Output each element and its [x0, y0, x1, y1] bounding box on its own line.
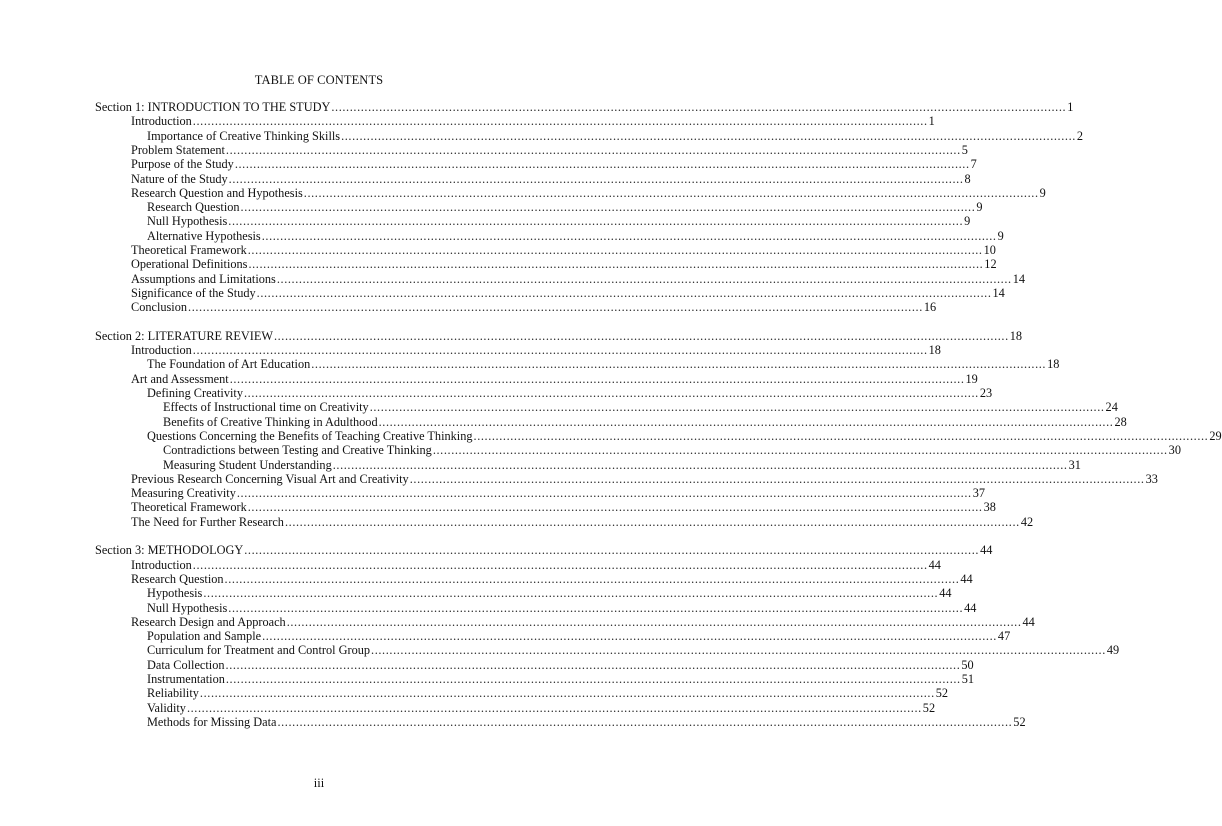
toc-entry [131, 271, 1025, 287]
toc-leader-dots: ........................................................................................................................................................................................................ [331, 100, 1067, 114]
toc-leader-dots: ........................................................................................................................................................................................................ [276, 271, 1012, 286]
toc-entry-label: Contradictions between Testing and Creative Thinking [163, 443, 432, 458]
toc-entry-page: 23 [979, 386, 993, 400]
toc-entry-page: 52 [935, 686, 949, 701]
toc-entry-page: 16 [923, 300, 937, 315]
toc-entry-page: 51 [961, 672, 975, 686]
toc-entry-page: 12 [984, 257, 997, 272]
toc-entry [131, 243, 996, 258]
toc-leader-dots: ........................................................................................................................................................................................................ [247, 243, 983, 257]
toc-leader-dots: ........................................................................................................................................................................................................ [378, 414, 1114, 429]
toc-entry [131, 514, 1034, 530]
toc-entry [131, 500, 996, 515]
toc-leader-dots: ........................................................................................................................................................................................................ [188, 300, 923, 315]
toc-entry [131, 157, 977, 172]
toc-entry-page: 44 [960, 571, 973, 586]
toc-entry-page: 19 [965, 371, 978, 386]
toc-entry-page: 18 [1009, 328, 1023, 343]
page-title: TABLE OF CONTENTS [254, 73, 384, 87]
toc-leader-dots: ........................................................................................................................................................................................................ [256, 285, 992, 300]
toc-leader-dots: ........................................................................................................................................................................................................ [192, 114, 928, 129]
toc-leader-dots: ........................................................................................................................................................................................................ [244, 543, 980, 558]
toc-entry [131, 142, 968, 158]
toc-leader-dots: ........................................................................................................................................................................................................ [240, 200, 976, 215]
toc-leader-dots: ........................................................................................................................................................................................................ [192, 343, 928, 358]
toc-entry-label: Nature of the Study [131, 171, 228, 186]
toc-entry [131, 171, 971, 187]
toc-leader-dots: ........................................................................................................................................................................................................ [225, 672, 961, 686]
toc-leader-dots: ........................................................................................................................................................................................................ [229, 371, 965, 386]
toc-entry-label: Section 3: METHODOLOGY [95, 543, 244, 558]
toc-leader-dots: ........................................................................................................................................................................................................ [369, 400, 1105, 415]
toc-entry-label: Null Hypothesis [147, 600, 228, 615]
toc-entry [147, 228, 1004, 244]
toc-entry [95, 543, 993, 558]
toc-leader-dots: ........................................................................................................................................................................................................ [186, 700, 922, 715]
toc-entry-page: 44 [964, 600, 977, 615]
toc-entry-label: Curriculum for Treatment and Control Group [147, 643, 371, 658]
toc-entry [147, 386, 993, 401]
toc-entry-page: 38 [983, 500, 996, 515]
toc-entry-page: 44 [1022, 614, 1035, 629]
toc-entry-page: 28 [1114, 414, 1127, 429]
toc-entry [147, 128, 1084, 144]
toc-leader-dots: ........................................................................................................................................................................................................ [432, 443, 1168, 458]
toc-leader-dots: ........................................................................................................................................................................................................ [371, 643, 1106, 658]
toc-leader-dots: ........................................................................................................................................................................................................ [236, 486, 972, 501]
toc-leader-dots: ........................................................................................................................................................................................................ [409, 471, 1145, 486]
toc-entry [131, 557, 941, 573]
toc-entry-page: 44 [980, 543, 993, 558]
toc-entry-label: Section 2: LITERATURE REVIEW [95, 328, 273, 343]
toc-entry-label: Alternative Hypothesis [147, 228, 261, 243]
toc-entry [163, 443, 1181, 458]
toc-entry [131, 371, 978, 387]
toc-leader-dots: ........................................................................................................................................................................................................ [192, 557, 928, 572]
toc-entry-label: Problem Statement [131, 142, 225, 157]
toc-entry-label: Operational Definitions [131, 257, 248, 272]
toc-entry-page: 29 [1209, 428, 1222, 443]
toc-entry-label: Measuring Student Understanding [163, 457, 332, 472]
toc-leader-dots: ........................................................................................................................................................................................................ [228, 214, 964, 229]
toc-entry [147, 600, 977, 616]
toc-leader-dots: ........................................................................................................................................................................................................ [247, 500, 983, 515]
toc-entry-page: 44 [928, 557, 941, 572]
toc-entry-label: Research Question [131, 571, 224, 586]
toc-entry [131, 571, 973, 587]
toc-entry-label: Introduction [131, 114, 192, 129]
toc-entry [131, 185, 1046, 201]
toc-entry-page: 8 [964, 171, 971, 186]
toc-entry-label: Null Hypothesis [147, 214, 228, 229]
toc-entry [163, 414, 1127, 430]
toc-entry-label: Assumptions and Limitations [131, 271, 276, 286]
toc-leader-dots: ........................................................................................................................................................................................................ [262, 629, 997, 644]
toc-leader-dots: ........................................................................................................................................................................................................ [473, 428, 1209, 443]
toc-entry-label: Research Design and Approach [131, 614, 286, 629]
toc-leader-dots: ........................................................................................................................................................................................................ [286, 614, 1022, 629]
toc-entry-page: 10 [983, 243, 996, 257]
toc-entry-page: 49 [1106, 643, 1120, 658]
toc-leader-dots: ........................................................................................................................................................................................................ [228, 171, 964, 186]
toc-leader-dots: ........................................................................................................................................................................................................ [273, 328, 1009, 343]
toc-entry-label: Importance of Creative Thinking Skills [147, 128, 341, 143]
toc-leader-dots: ........................................................................................................................................................................................................ [341, 128, 1076, 143]
toc-entry-page: 1 [928, 114, 935, 129]
toc-entry-label: Art and Assessment [131, 371, 229, 386]
toc-entry-page: 50 [961, 657, 974, 672]
toc-entry-label: Data Collection [147, 657, 225, 672]
toc-entry-page: 2 [1076, 128, 1084, 143]
toc-leader-dots: ........................................................................................................................................................................................................ [225, 657, 961, 672]
toc-leader-dots: ........................................................................................................................................................................................................ [303, 185, 1039, 200]
toc-leader-dots: ........................................................................................................................................................................................................ [243, 386, 979, 400]
toc-entry [147, 428, 1222, 444]
toc-entry-label: Questions Concerning the Benefits of Teaching Creative Thinking [147, 428, 473, 443]
toc-entry [147, 200, 983, 215]
toc-entry-page: 30 [1168, 443, 1181, 458]
toc-entry-page: 9 [964, 214, 971, 229]
toc-leader-dots: ........................................................................................................................................................................................................ [248, 257, 984, 272]
toc-entry-label: Validity [147, 700, 186, 715]
toc-entry [131, 114, 935, 129]
toc-entry [131, 300, 937, 315]
toc-entry-label: Purpose of the Study [131, 157, 234, 172]
toc-entry-page: 18 [928, 343, 941, 358]
toc-entry-label: Research Question and Hypothesis [131, 185, 303, 200]
toc-leader-dots: ........................................................................................................................................................................................................ [261, 228, 997, 243]
toc-entry-page: 52 [922, 700, 936, 715]
toc-entry-label: Reliability [147, 686, 199, 701]
toc-entry-label: Significance of the Study [131, 285, 256, 300]
toc-entry-label: Measuring Creativity [131, 486, 236, 501]
toc-leader-dots: ........................................................................................................................................................................................................ [199, 686, 935, 701]
toc-entry [131, 257, 997, 272]
toc-leader-dots: ........................................................................................................................................................................................................ [284, 514, 1020, 529]
toc-entry-page: 42 [1020, 514, 1034, 529]
toc-entry-label: Previous Research Concerning Visual Art and Creativity [131, 471, 409, 486]
toc-entry [131, 471, 1158, 487]
toc-entry-label: Conclusion [131, 300, 188, 315]
toc-entry-page: 18 [1047, 357, 1060, 372]
toc-entry-page: 47 [997, 629, 1011, 644]
toc-entry [131, 285, 1005, 301]
toc-entry-page: 14 [1012, 271, 1025, 286]
toc-entry-page: 44 [939, 586, 952, 601]
toc-leader-dots: ........................................................................................................................................................................................................ [311, 357, 1047, 372]
toc-entry-page: 9 [997, 228, 1004, 243]
toc-entry-label: The Foundation of Art Education [147, 357, 311, 372]
toc-entry-label: Methods for Missing Data [147, 714, 277, 729]
toc-entry [147, 214, 971, 229]
toc-entry [95, 100, 1074, 115]
toc-entry-page: 37 [972, 486, 985, 501]
toc-entry-page: 33 [1145, 471, 1158, 486]
toc-entry [147, 357, 1060, 372]
toc-entry-label: Population and Sample [147, 629, 262, 644]
toc-entry [163, 457, 1081, 473]
toc-entry [147, 643, 1120, 658]
toc-entry-page: 9 [976, 200, 983, 215]
toc-entry [131, 486, 985, 501]
toc-entry [147, 657, 974, 673]
toc-entry-label: Theoretical Framework [131, 500, 247, 515]
toc-entry-page: 9 [1039, 185, 1046, 200]
toc-leader-dots: ........................................................................................................................................................................................................ [224, 571, 960, 586]
toc-entry-page: 14 [992, 285, 1005, 300]
toc-entry-label: Section 1: INTRODUCTION TO THE STUDY [95, 100, 331, 114]
toc-entry-label: Introduction [131, 343, 192, 358]
toc-entry [95, 328, 1023, 344]
toc-entry-page: 1 [1067, 100, 1074, 114]
toc-entry-label: Hypothesis [147, 586, 203, 601]
page-number: iii [313, 776, 325, 790]
toc-leader-dots: ........................................................................................................................................................................................................ [277, 714, 1013, 729]
toc-entry [147, 714, 1026, 730]
toc-entry-label: Introduction [131, 557, 192, 572]
toc-entry-page: 7 [970, 157, 977, 172]
toc-entry-page: 52 [1013, 714, 1026, 729]
toc-leader-dots: ........................................................................................................................................................................................................ [228, 600, 964, 615]
toc-entry-page: 31 [1068, 457, 1081, 472]
toc-leader-dots: ........................................................................................................................................................................................................ [234, 157, 970, 172]
toc-leader-dots: ........................................................................................................................................................................................................ [203, 586, 939, 601]
toc-entry-page: 24 [1105, 400, 1118, 415]
toc-entry-label: Research Question [147, 200, 240, 215]
toc-entry [147, 629, 1011, 644]
toc-entry [131, 343, 941, 358]
toc-leader-dots: ........................................................................................................................................................................................................ [332, 457, 1068, 472]
toc-entry [147, 700, 936, 716]
toc-entry [147, 586, 952, 601]
toc-entry-label: Benefits of Creative Thinking in Adulthood [163, 414, 378, 429]
toc-entry [131, 614, 1035, 630]
toc-entry-label: Theoretical Framework [131, 243, 247, 257]
toc-entry-label: The Need for Further Research [131, 514, 284, 529]
toc-entry-label: Defining Creativity [147, 386, 243, 400]
toc-leader-dots: ........................................................................................................................................................................................................ [225, 142, 961, 157]
toc-entry [147, 672, 975, 687]
toc-entry-page: 5 [961, 142, 968, 157]
toc-entry [147, 686, 949, 701]
toc-entry-label: Instrumentation [147, 672, 225, 686]
toc-entry [163, 400, 1118, 415]
toc-entry-label: Effects of Instructional time on Creativity [163, 400, 369, 415]
